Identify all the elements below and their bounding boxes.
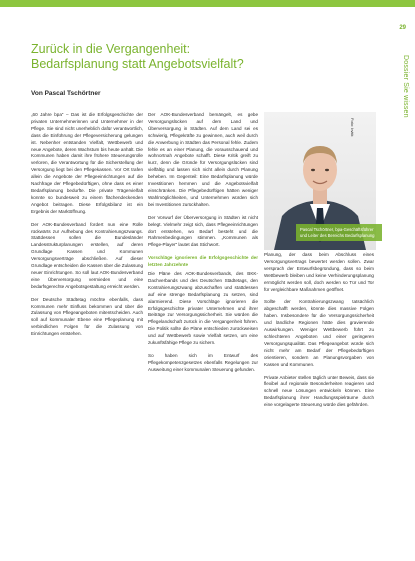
paragraph: Sollte der Kontrahierungszwang tatsächlich abgeschafft werden, könnte dies massive Folgen haben. Insbesondere für die Versorgungssicherheit und ländliche Regionen hätte dies gravierende Auswirkungen. Weniger Wettbewerb führt zu schlechteren Angeboten und einer geringeren Versorgungsqualität. Das Pflegeangebot würde sich nicht mehr am Bedarf der Pflegebedürftigen orientieren, sondern an Planungsvorgaben von Kassen und Kommunen. <box>264 299 374 367</box>
section-label: Dossier Sie wissen <box>402 55 409 118</box>
column-2 <box>148 112 258 380</box>
photo-caption: Pascal Tschörtner, bpa-Geschäftsführer und Leiter des Bereichs Bedarfsplanung <box>296 224 382 241</box>
paragraph: Der Deutsche Städtetag möchte ebenfalls, dass Kommunen mehr Einfluss bekommen und über die Zulassung von Pflegeangeboten mitentscheiden. Auch soll auf kommunaler Ebene eine Pflegeplanung mit verbindlichen Folgen für die Zulassung von Einrichtungen entstehen. <box>31 296 143 337</box>
paragraph: Der AOK-Bundesverband bemängelt, es gebe Versorgungslücken auf dem Land und Überversorgung in Städten. Auf dem Land sei es schwierig, Pflegekräfte zu gewinnen, auch weil durch die Anwerbung in Städten das Personal fehle. Zudem fehle es an einer Planung, die vorausschauend und wohnortnah Angebote schafft. Diese Kritik greift zu kurz, denn die Gründe für Versorgungslücken sind vielfältig und lassen sich nicht allein durch Planung beheben. Im Gegenteil: Eine Bedarfsplanung würde Investitionen hemmen und die Angebotsvielfalt einschränken. Die Pflegebedürftigen hätten weniger Wahlmöglichkeiten, und Unternehmen würden sich bei Investitionen zurückhalten. <box>148 112 258 207</box>
paragraph: Der Vorwurf der Überversorgung in Städten ist nicht belegt. Vielmehr zeigt sich, dass Pflegeeinrichtungen dort entstehen, wo Bedarf besteht und die Rahmenbedingungen stimmen. „Kommunen als Pflege-Player“ lautet das Stichwort. <box>148 214 258 248</box>
paragraph: „60 Jahre bpa“ – Das ist die Erfolgsgeschichte der privaten Unternehmerinnen und Unternehmer in der Pflege. Sie sind nicht unerheblich dafür verantwortlich, dass die Einführung der Pflegeversicherung gelungen ist. Nebenher entstanden Vielfalt, Wettbewerb und neue Angebote, deren Wachstum bis heute anhält. Die Kommunen haben damit ihre frühere Steuerungsrolle verloren, die Verantwortung für die Sicherstellung der Versorgung liegt bei den Pflegekassen. Vor Ort trafen allein die Angebote der Pflegeeinrichtungen auf die Nachfrage der Pflegebedürftigen, ohne dass es einer Bedarfsplanung bedurfte. Die private Trägervielfalt konnte so bundesweit zu einem flächendeckenden Angebot beitragen. Diese Erfolgsbilanz ist ein Ergebnis der Marktöffnung. <box>31 112 143 214</box>
page-number: 29 <box>399 25 406 31</box>
top-accent-bar <box>0 0 415 7</box>
paragraph: So haben sich im Entwurf des Pflegekompetenzgesetzes ebenfalls Regelungen zur Ausweitung einer kommunalen Steuerung gefunden. <box>148 353 258 372</box>
subheading: Vorschläge ignorieren die Erfolgsgeschichte der letzten Jahrzehnte <box>148 255 258 268</box>
paragraph: Die Pläne des AOK-Bundesverbands, des BKK-Dachverbands und des Deutschen Städtetags, den Kontrahierungszwang abzuschaffen und stattdessen auf eine strenge Bedarfsplanung zu setzen, sind alarmierend. Diese Vorschläge ignorieren die Erfolgsgeschichte privater Unternehmen und ihrer Beiträge zur Versorgungssicherheit. Sie würden die Pflegelandschaft zurück in die Vergangenheit führen. Die Politik sollte die Pläne entschieden zurückweisen und auf Wettbewerb sowie Vielfalt setzen, um eine zukunftsfähige Pflege zu sichern. <box>148 271 258 346</box>
title-line-1: Zurück in die Vergangenheit: <box>31 42 191 56</box>
paragraph: Der AOK-Bundesverband fordert nun eine Rolle rückwärts zur Aufhebung des Kontrahierungszwangs. Stattdessen sollen die Bundesländer Landesstrukturplanungen erstellen, auf deren Grundlage Kassen und Kommunen Versorgungsverträge abschließen. Auf dieser Grundlage entscheiden die Kassen über die Zulassung neuer Einrichtungen. So soll laut AOK-Bundesverband eine Überversorgung vermieden und eine bedarfsgerechte Angebotsgestaltung erreicht werden. <box>31 221 143 289</box>
author-byline: Von Pascal Tschörtner <box>31 90 101 97</box>
paragraph: Planung, der dass beim Abschluss eines Versorgungsvertrags bewertet werden sollen. Zwar versprach der Entwurfsbegründung, dass so beim Wettbewerb bleiben und keine Verhinderungsplanung ermöglicht werden soll, doch werden so Tür und Tor für vergleichbare Maßnahmen geöffnet. <box>264 252 374 292</box>
paragraph: Private Anbieter stellen täglich unter Beweis, dass sie flexibel auf regionale Besonderheiten reagieren und schnell neue Lösungen entwickeln können. Eine Bedarfsplanung ihrer Handlungsspielräume durch eine vorgelagerte Steuerung würde dies gefährden. <box>264 374 374 408</box>
photo-credit: Foto: bvkk <box>350 118 355 137</box>
title-line-2: Bedarfsplanung statt Angebotsvielfalt? <box>31 57 244 71</box>
column-3 <box>264 252 374 415</box>
column-1 <box>31 112 143 344</box>
article-title <box>31 42 341 72</box>
